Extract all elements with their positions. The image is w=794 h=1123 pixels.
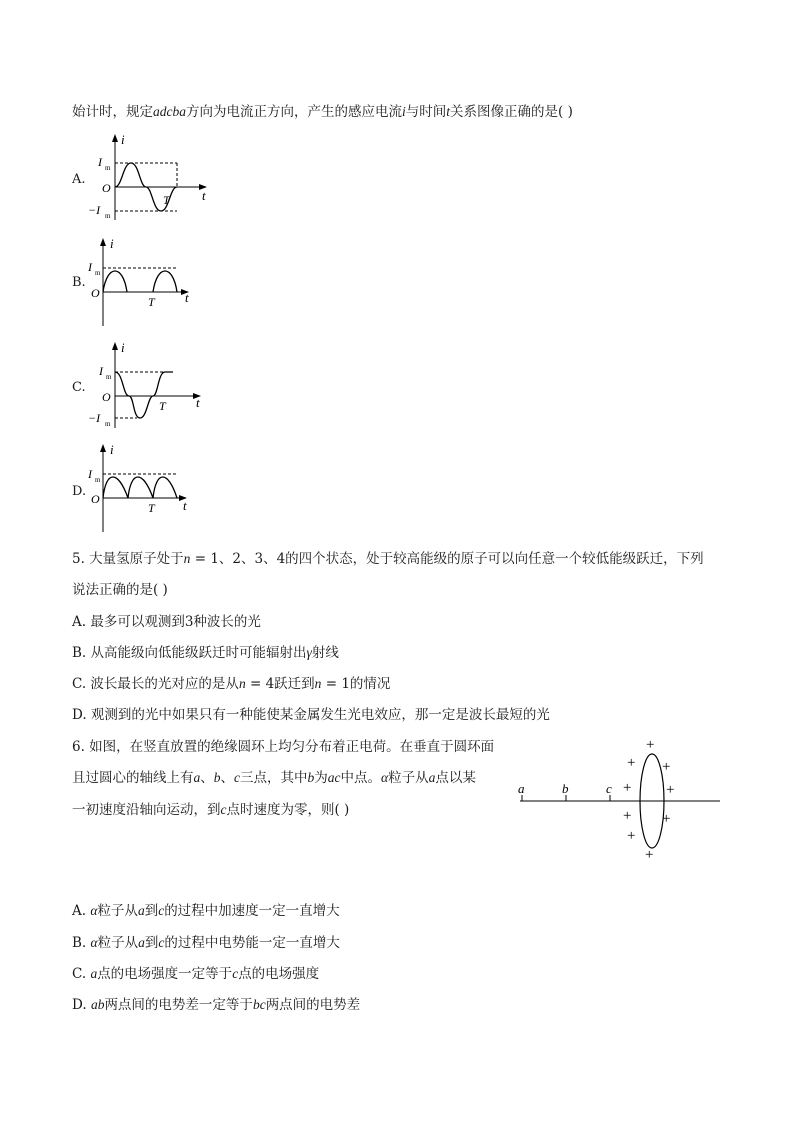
- axis-i: i: [110, 442, 114, 457]
- q5-option-b: B. 从高能级向低能级跃迁时可能辐射出γ射线: [72, 645, 339, 661]
- plus-charge: +: [666, 782, 675, 798]
- plus-charge: +: [646, 737, 655, 753]
- label-T: T: [148, 295, 155, 309]
- option-b-label: B.: [72, 275, 86, 290]
- text: 关系图像正确的是( ): [450, 104, 573, 120]
- q6-stem-line-1: 6. 如图，在竖直放置的绝缘圆环上均匀分布着正电荷。在垂直于圆环面: [72, 739, 495, 755]
- label-im-sub: m: [106, 373, 112, 381]
- axis-i: i: [121, 340, 125, 355]
- label-T: T: [148, 501, 155, 515]
- label-im-sub: m: [105, 164, 111, 172]
- option-d-label: D.: [72, 484, 87, 499]
- label-im: I: [88, 260, 92, 274]
- label-im: I: [99, 364, 103, 378]
- origin: O: [102, 390, 111, 404]
- text: 始计时，规定: [72, 104, 153, 120]
- q6-stem-line-2: 且过圆心的轴线上有a、b、c三点，其中b为ac中点。α粒子从a点以某: [72, 770, 476, 786]
- q5-stem-line-1: 5. 大量氢原子处于n = 1、2、3、4的四个状态，处于较高能级的原子可以向任意一个较低能级跃迁，下列: [72, 551, 704, 567]
- graph-option-d: [85, 442, 200, 534]
- origin: O: [91, 286, 100, 300]
- point-a: a: [518, 781, 525, 796]
- origin: O: [91, 492, 100, 506]
- label-neg-im-sub: m: [105, 420, 111, 428]
- label-neg-im: −I: [88, 411, 101, 425]
- q6-option-c: C. a点的电场强度一定等于c点的电场强度: [72, 966, 320, 982]
- plus-charge: +: [627, 828, 636, 844]
- q5-option-c: C. 波长最长的光对应的是从n = 4跃迁到n = 1的情况: [72, 676, 391, 692]
- point-b: b: [562, 781, 569, 796]
- text: 方向为电流正方向，产生的感应电流: [186, 104, 402, 120]
- axis-t: t: [183, 498, 187, 513]
- label-im-sub: m: [95, 269, 101, 277]
- q5-option-a: A. 最多可以观测到3种波长的光: [72, 614, 261, 630]
- origin: O: [102, 181, 111, 195]
- question-intro-line: [72, 103, 573, 121]
- option-c-label: C.: [72, 380, 86, 395]
- q6-stem-line-3: 一初速度沿轴向运动，到c点时速度为零，则( ): [72, 802, 350, 818]
- var-adcba: adcba: [153, 104, 186, 119]
- text: 与时间: [405, 104, 447, 120]
- axis-t: t: [202, 188, 206, 203]
- plus-charge: +: [645, 847, 654, 863]
- axis-i: i: [121, 132, 125, 147]
- label-T: T: [163, 193, 170, 207]
- graph-option-a: [85, 132, 215, 224]
- plus-charge: +: [623, 780, 632, 796]
- graph-option-b: [85, 236, 200, 328]
- q6-option-a: A. α粒子从a到c的过程中加速度一定一直增大: [72, 903, 340, 919]
- graph-option-c: [85, 340, 215, 432]
- point-c: c: [606, 781, 612, 796]
- label-T: T: [159, 399, 166, 413]
- plus-charge: +: [627, 755, 636, 771]
- charged-ring-figure: [512, 735, 724, 865]
- q5-option-d: D. 观测到的光中如果只有一种能使某金属发生光电效应，那一定是波长最短的光: [72, 707, 550, 723]
- q6-option-d: D. ab两点间的电势差一定等于bc两点间的电势差: [72, 997, 361, 1013]
- q5-stem-line-2: 说法正确的是( ): [72, 582, 168, 598]
- var-t: t: [446, 104, 451, 119]
- plus-charge: +: [662, 759, 671, 775]
- option-a-label: A.: [72, 172, 86, 187]
- axis-i: i: [110, 236, 114, 251]
- axis-t: t: [185, 290, 189, 305]
- label-neg-im: −I: [88, 203, 101, 217]
- label-neg-im-sub: m: [105, 212, 111, 220]
- axis-t: t: [196, 395, 200, 410]
- q6-option-b: B. α粒子从a到c的过程中电势能一定一直增大: [72, 935, 340, 951]
- label-im: I: [88, 467, 92, 481]
- plus-charge: +: [623, 808, 632, 824]
- var-i: i: [402, 104, 406, 119]
- label-im: I: [98, 155, 102, 169]
- plus-charge: +: [662, 811, 671, 827]
- label-im-sub: m: [95, 476, 101, 484]
